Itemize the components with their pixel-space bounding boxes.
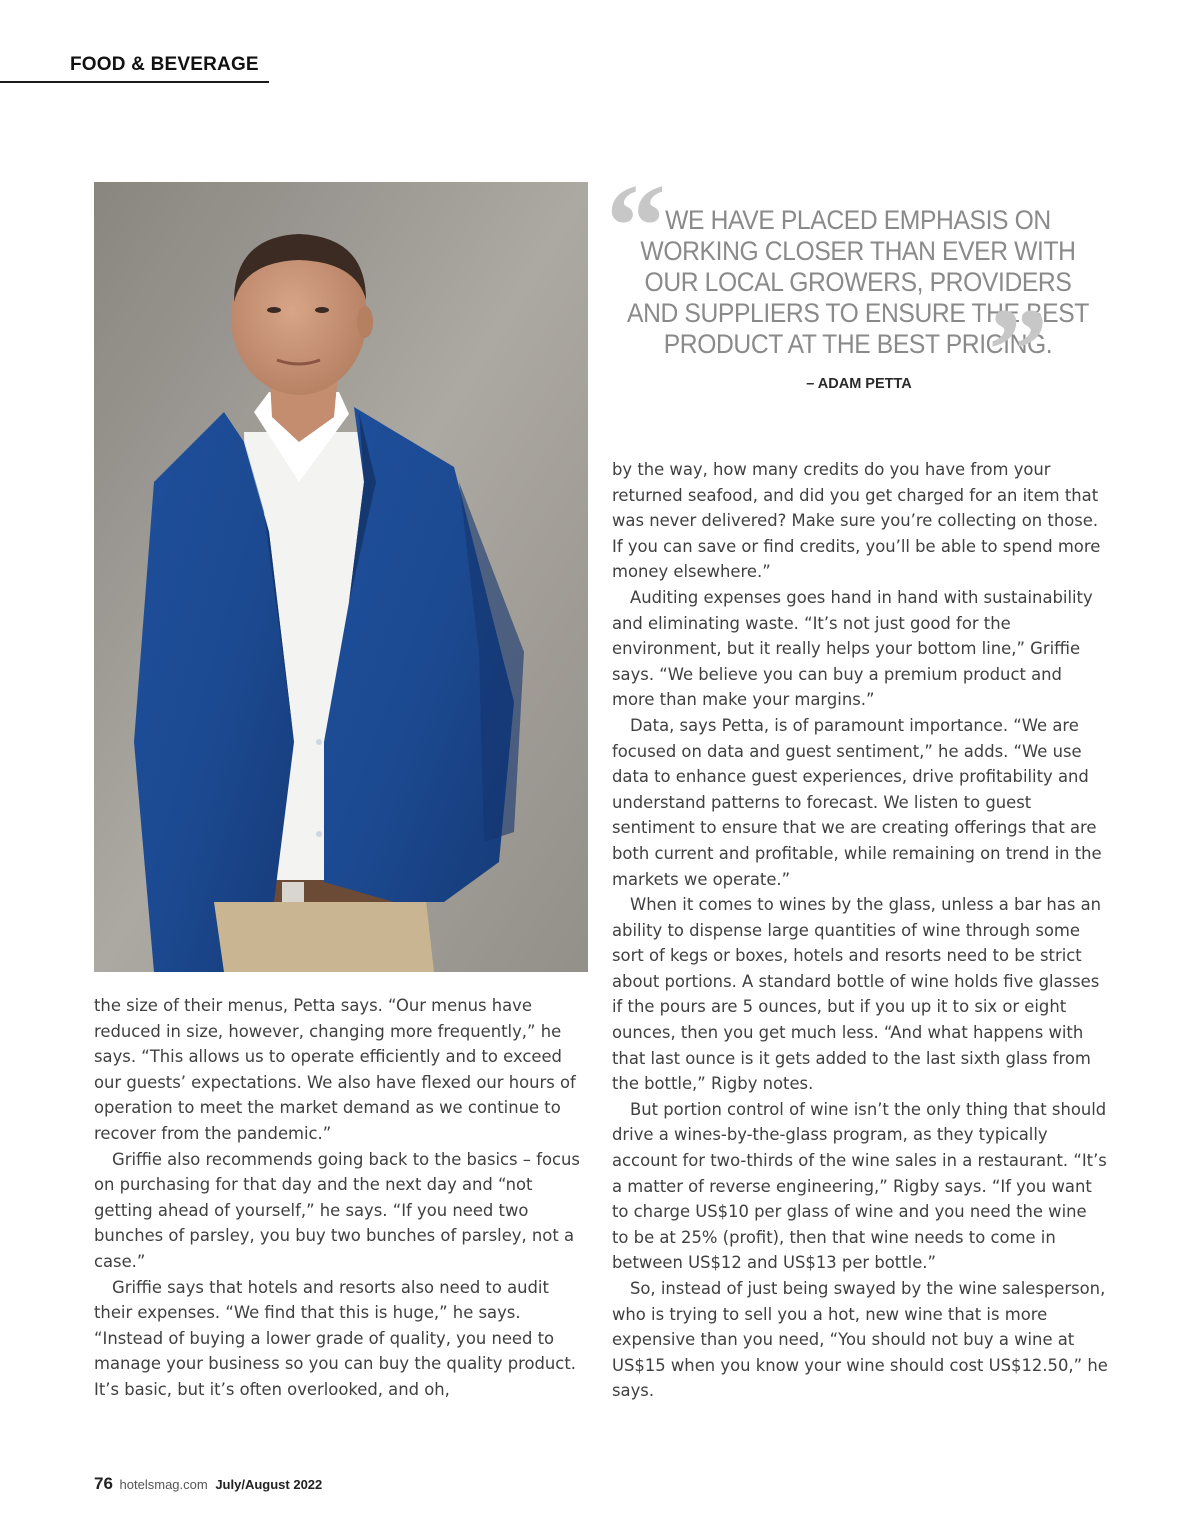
article-column-right	[612, 457, 1108, 1404]
paragraph: But portion control of wine isn’t the only thing that should drive a wines-by-the-glass program, as they typically account for two-thirds of the wine sales in a restaurant. “It’s a matter of reverse engineering,” Rigby says. “If you want to charge US$10 per glass of wine and you need the wine to be at 25% (profit), then that wine needs to come in between US$12 and US$13 per bottle.”	[612, 1099, 1107, 1273]
section-label: FOOD & BEVERAGE	[70, 54, 259, 75]
quote-close-mark: ”	[988, 283, 1048, 416]
paragraph: Griffie says that hotels and resorts also need to audit their expenses. “We find that this is huge,” he says. “Instead of buying a lower grade of quality, you need to manage your business so you can buy the quality product. It’s basic, but it’s often overlooked, and oh,	[94, 1277, 576, 1399]
page-number: 76	[94, 1474, 113, 1493]
issue-date: July/August 2022	[215, 1477, 323, 1492]
paragraph: the size of their menus, Petta says. “Our menus have reduced in size, however, changing more frequently,” he says. “This allows us to operate efficiently and to exceed our guests’ expectations. We also have flexed our hours of operation to meet the market demand as we continue to recover from the pandemic.”	[94, 996, 576, 1143]
paragraph: Data, says Petta, is of paramount importance. “We are focused on data and guest sentiment,” he adds. “We use data to enhance guest experiences, drive profitability and understand patterns to forecast. We listen to guest sentiment to ensure that we are creating offerings that are both current and profitable, while remaining on trend in the markets we operate.”	[612, 715, 1102, 889]
quote-attribution: – ADAM PETTA	[806, 376, 912, 392]
paragraph: So, instead of just being swayed by the wine salesperson, who is trying to sell you a hot, new wine that is more expensive than you need, “You should not buy a wine at US$15 when you know your wine should cost US$12.50,” he says.	[612, 1279, 1108, 1401]
paragraph: When it comes to wines by the glass, unless a bar has an ability to dispense large quantities of wine through some sort of kegs or boxes, hotels and resorts need to be strict about portions. A standard bottle of wine holds five glasses if the pours are 5 ounces, but if you up it to six or eight ounces, then you get much less. “And what happens with that last ounce is it gets added to the last sixth glass from the bottle,” Rigby notes.	[612, 895, 1102, 1094]
section-rule	[0, 81, 269, 83]
page-footer	[94, 1474, 322, 1494]
portrait-photo	[94, 182, 588, 972]
paragraph: by the way, how many credits do you have from your returned seafood, and did you get charged for an item that was never delivered? Make sure you’re collecting on those. If you can save or find credits, you’ll be able to spend more money elsewhere.”	[612, 460, 1101, 582]
portrait-illustration	[94, 182, 588, 972]
pull-quote: WE HAVE PLACED EMPHASIS ON WORKING CLOSER THAN EVER WITH OUR LOCAL GROWERS, PROVIDERS AND SUPPLIERS TO ENSURE THE BEST PRODUCT AT THE BEST PRICING.	[627, 205, 1089, 359]
article-column-left	[94, 993, 590, 1403]
quote-open-mark: “	[606, 159, 666, 292]
paragraph: Griffie also recommends going back to the basics – focus on purchasing for that day and the next day and “not getting ahead of yourself,” he says. “If you need two bunches of parsley, you buy two bunches of parsley, not a case.”	[94, 1149, 580, 1271]
site-name[interactable]: hotelsmag.com	[119, 1477, 208, 1492]
paragraph: Auditing expenses goes hand in hand with sustainability and eliminating waste. “It’s not just good for the environment, but it really helps your bottom line,” Griffie says. “We believe you can buy a premium product and more than make your margins.”	[612, 587, 1093, 710]
